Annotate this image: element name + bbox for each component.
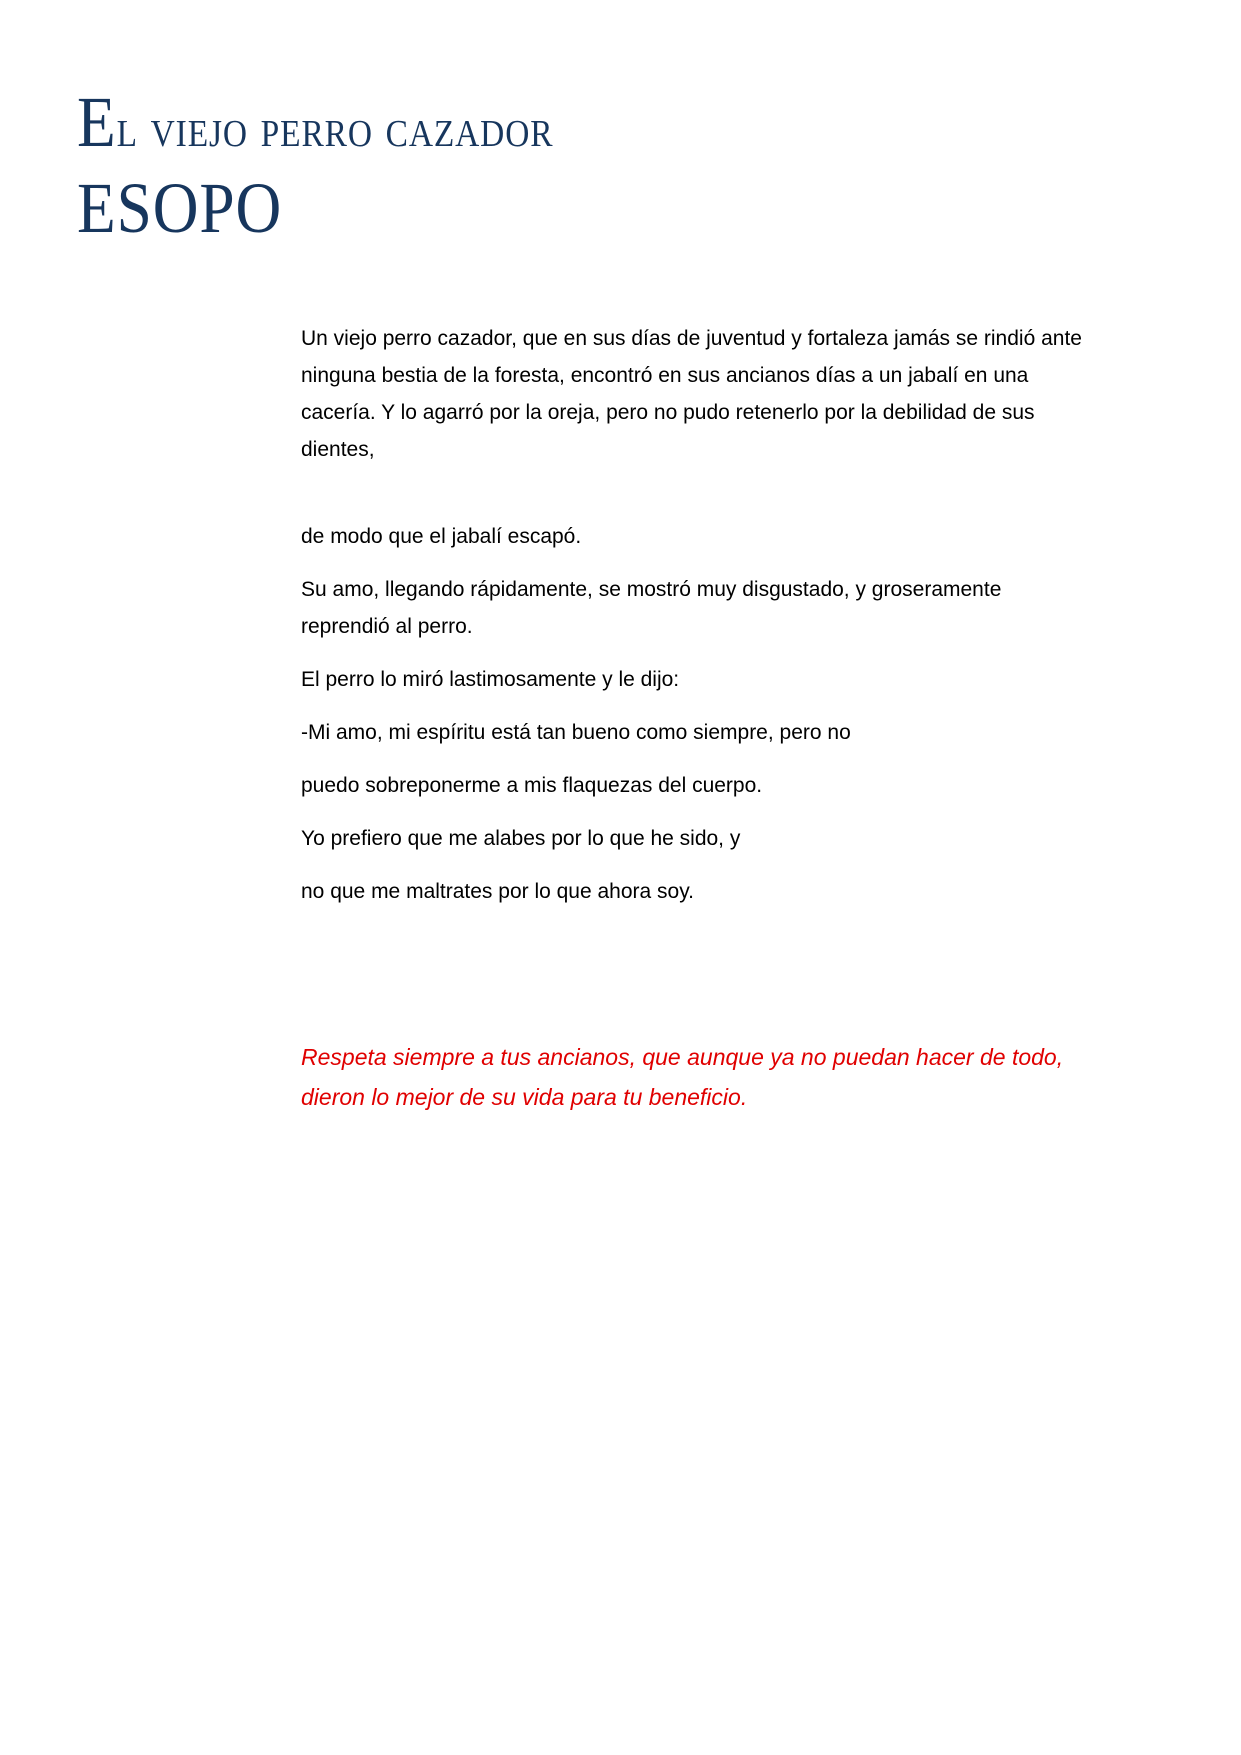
paragraph-line: Su amo, llegando rápidamente, se mostró muy disgustado, y groseramente (301, 578, 1002, 601)
moral-line: dieron lo mejor de su vida para tu beneficio. (301, 1084, 748, 1110)
paragraph-2: de modo que el jabalí escapó. (301, 525, 582, 548)
title-author: ESOPO (77, 168, 283, 248)
paragraph-5: -Mi amo, mi espíritu está tan bueno como siempre, pero no (301, 721, 851, 744)
paragraph-line: dientes, (301, 438, 375, 461)
moral-line: Respeta siempre a tus ancianos, que aunque ya no puedan hacer de todo, (301, 1044, 1064, 1070)
paragraph-7: Yo prefiero que me alabes por lo que he sido, y (301, 827, 741, 850)
paragraph-8: no que me maltrates por lo que ahora soy. (301, 880, 695, 903)
title-rest: l viejo perro cazador (116, 98, 554, 158)
paragraph-line: reprendió al perro. (301, 615, 473, 638)
paragraph-line: Un viejo perro cazador, que en sus días de juventud y fortaleza jamás se rindió ante (301, 327, 1082, 350)
paragraph-line: cacería. Y lo agarró por la oreja, pero no pudo retenerlo por la debilidad de sus (301, 401, 1035, 424)
paragraph-3 (301, 571, 1171, 645)
title-line-1 (77, 82, 553, 168)
paragraph-6: puedo sobreponerme a mis flaquezas del cuerpo. (301, 774, 763, 797)
paragraph-4: El perro lo miró lastimosamente y le dijo: (301, 668, 680, 691)
paragraph-line: ninguna bestia de la foresta, encontró en sus ancianos días a un jabalí en una (301, 364, 1029, 387)
page-title (77, 82, 553, 248)
title-initial: E (77, 82, 117, 162)
moral-text (301, 1037, 1201, 1117)
story-body (301, 320, 1171, 910)
paragraph-1 (301, 320, 1171, 468)
